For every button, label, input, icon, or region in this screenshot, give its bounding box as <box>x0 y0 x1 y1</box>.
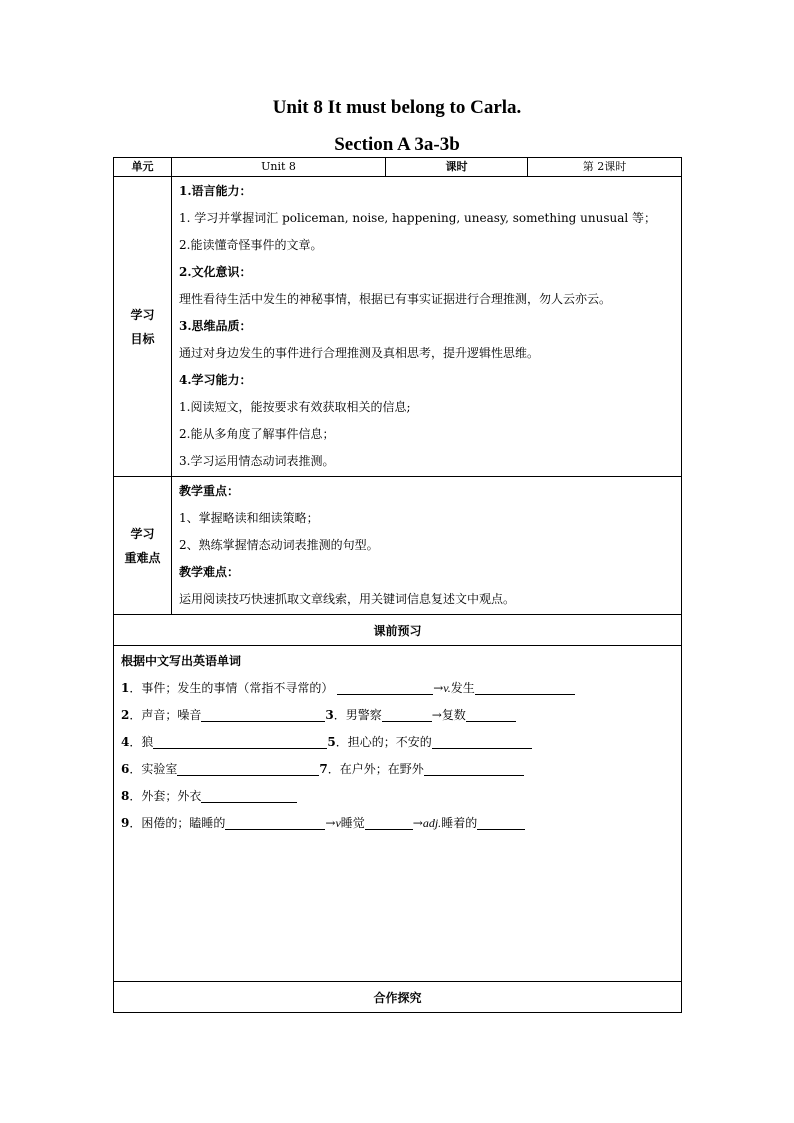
vocab-line-3 <box>114 729 681 756</box>
answer-blank[interactable] <box>337 680 433 695</box>
item-prompt: 发生 <box>450 681 475 695</box>
preview-content-row <box>114 646 682 982</box>
objective-line: 4.学习能力： <box>179 373 252 387</box>
vocab-line-4 <box>114 756 681 783</box>
part-of-speech: v. <box>443 681 451 695</box>
item-number: 8 <box>121 789 130 803</box>
arrow-icon: → <box>412 816 423 830</box>
vocab-line-2 <box>114 702 681 729</box>
item-prompt: 复数 <box>441 708 466 722</box>
answer-blank[interactable] <box>365 815 413 830</box>
item-prompt: ．狼 <box>129 735 154 749</box>
vocab-line-5 <box>114 783 681 810</box>
item-number: 3 <box>325 708 334 722</box>
objective-line: 2.能读懂奇怪事件的文章。 <box>179 238 323 252</box>
key-points-label-line2: 重难点 <box>124 550 161 565</box>
answer-blank[interactable] <box>432 734 532 749</box>
objective-line: 2.文化意识： <box>179 265 252 279</box>
unit-value: Unit 8 <box>172 158 386 177</box>
key-point-line: 2、熟练掌握情态动词表推测的句型。 <box>179 538 379 552</box>
item-prompt: ．实验室 <box>129 762 178 776</box>
item-prompt: ．外套；外衣 <box>129 789 202 803</box>
item-prompt: ．声音；噪音 <box>129 708 202 722</box>
key-points-label <box>114 477 172 615</box>
key-point-line: 运用阅读技巧快速抓取文章线索，用关键词信息复述文中观点。 <box>179 592 516 606</box>
cooperation-heading-row <box>114 982 682 1013</box>
item-number: 7 <box>319 762 328 776</box>
header-row <box>114 158 682 177</box>
objective-line: 2.能从多角度了解事件信息； <box>179 427 335 441</box>
item-prompt: ．在户外；在野外 <box>327 762 424 776</box>
key-point-line: 教学难点： <box>179 565 240 579</box>
item-number: 1 <box>121 681 130 695</box>
item-prompt: ．困倦的；瞌睡的 <box>129 816 226 830</box>
preview-heading: 课前预习 <box>114 615 682 646</box>
answer-blank[interactable] <box>153 734 327 749</box>
item-number: 5 <box>327 735 336 749</box>
objective-line: 1. 学习并掌握词汇 policeman, noise, happening, uneasy, something unusual 等； <box>179 211 657 225</box>
item-prompt: 睡着的 <box>441 816 478 830</box>
objectives-row <box>114 177 682 477</box>
preview-instruction: 根据中文写出英语单词 <box>121 654 242 668</box>
part-of-speech: adj. <box>422 816 442 830</box>
objectives-content <box>172 177 682 477</box>
item-prompt: ．事件；发生的事情（常指不寻常的） <box>129 681 334 695</box>
arrow-icon: → <box>325 816 336 830</box>
answer-blank[interactable] <box>201 788 297 803</box>
objective-line: 1.语言能力： <box>179 184 252 198</box>
item-number: 6 <box>121 762 130 776</box>
cooperation-heading: 合作探究 <box>114 982 682 1013</box>
objective-line: 通过对身边发生的事件进行合理推测及真相思考，提升逻辑性思维。 <box>179 346 540 360</box>
item-number: 4 <box>121 735 130 749</box>
objective-line: 理性看待生活中发生的神秘事情，根据已有事实证据进行合理推测，勿人云亦云。 <box>179 292 612 306</box>
objective-line: 3.学习运用情态动词表推测。 <box>179 454 335 468</box>
document-subtitle: Section A 3a-3b <box>334 134 460 155</box>
key-point-line: 教学重点： <box>179 484 240 498</box>
item-prompt: ．男警察 <box>333 708 382 722</box>
arrow-icon: → <box>433 681 444 695</box>
objectives-label-line2: 目标 <box>130 331 155 346</box>
part-of-speech: v <box>335 816 341 830</box>
objectives-label-line1: 学习 <box>130 307 155 322</box>
answer-blank[interactable] <box>424 761 524 776</box>
preview-content <box>114 646 682 982</box>
key-points-label-line1: 学习 <box>130 526 155 541</box>
key-points-row <box>114 477 682 615</box>
answer-blank[interactable] <box>201 707 325 722</box>
vocab-line-6 <box>114 810 681 837</box>
answer-blank[interactable] <box>177 761 319 776</box>
key-point-line: 1、掌握略读和细读策略； <box>179 511 319 525</box>
period-label: 课时 <box>386 158 528 177</box>
answer-blank[interactable] <box>477 815 525 830</box>
answer-blank[interactable] <box>466 707 516 722</box>
objectives-label <box>114 177 172 477</box>
answer-blank[interactable] <box>225 815 325 830</box>
arrow-icon: → <box>431 708 442 722</box>
key-points-content <box>172 477 682 615</box>
answer-blank[interactable] <box>475 680 575 695</box>
unit-label: 单元 <box>114 158 172 177</box>
document-title: Unit 8 It must belong to Carla. <box>272 97 522 118</box>
item-number: 2 <box>121 708 130 722</box>
item-prompt: ．担心的；不安的 <box>335 735 432 749</box>
answer-blank[interactable] <box>382 707 432 722</box>
preview-heading-row <box>114 615 682 646</box>
item-number: 9 <box>121 816 130 830</box>
lesson-plan-table <box>113 157 682 1013</box>
vocab-line-1 <box>114 675 681 702</box>
item-prompt: 睡觉 <box>340 816 365 830</box>
period-value: 第 2课时 <box>528 158 682 177</box>
objective-line: 1.阅读短文，能按要求有效获取相关的信息; <box>179 400 411 414</box>
objective-line: 3.思维品质： <box>179 319 252 333</box>
